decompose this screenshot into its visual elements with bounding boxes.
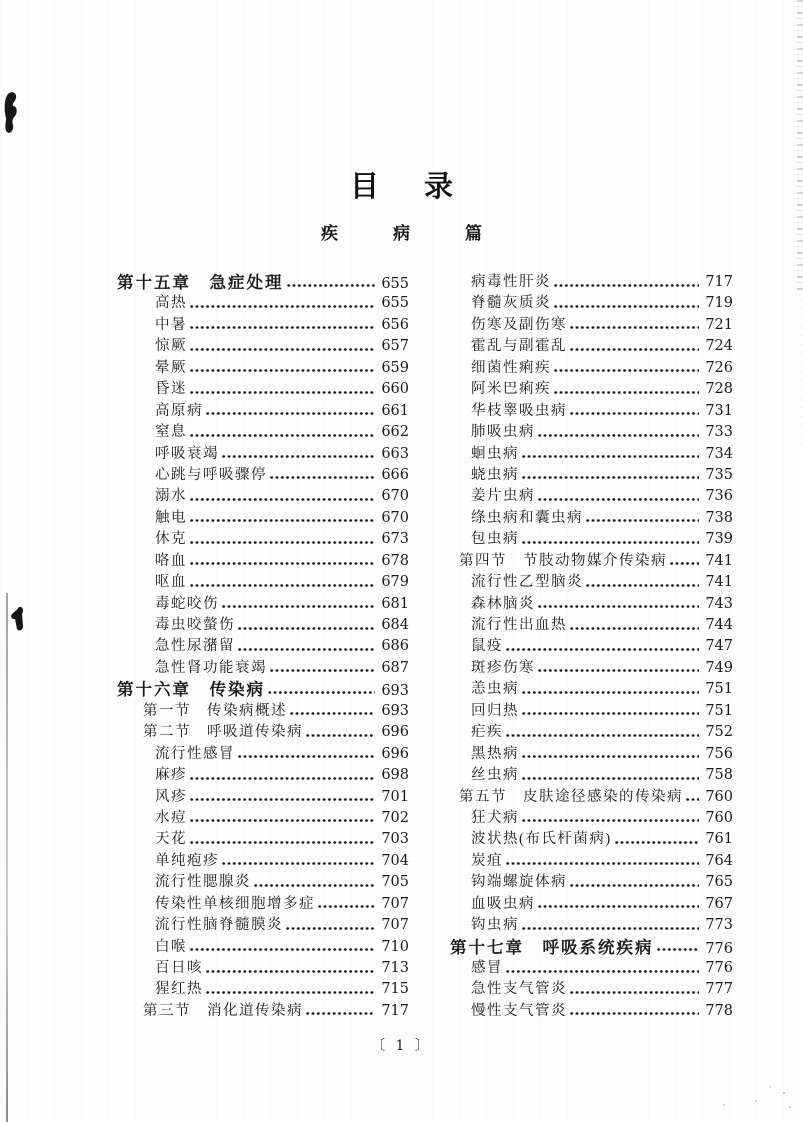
dot-leader	[237, 615, 376, 636]
toc-entry-title: 钩虫病	[471, 917, 519, 934]
toc-entry-chapter	[117, 272, 409, 293]
toc-entry-title: 心跳与呼吸骤停	[155, 466, 267, 483]
toc-entry-item	[117, 765, 409, 786]
toc-entry-item	[450, 336, 733, 357]
toc-entry-item	[450, 979, 733, 1000]
toc-entry-item	[450, 358, 733, 379]
toc-entry-page-number: 661	[381, 402, 409, 419]
toc-entry-title: 包虫病	[471, 531, 519, 548]
toc-columns	[117, 272, 733, 1022]
toc-entry-title: 病毒性肝炎	[471, 274, 551, 290]
toc-entry-item	[450, 401, 733, 422]
toc-entry-title: 脊髓灰质炎	[471, 295, 551, 312]
toc-entry-title: 第十五章 急症处理	[117, 273, 284, 292]
toc-entry-title: 绦虫病和囊虫病	[471, 509, 583, 526]
toc-entry-page-number: 686	[381, 638, 409, 655]
toc-entry-title: 第一节 传染病概述	[143, 702, 287, 719]
toc-entry-title: 急性肾功能衰竭	[155, 659, 267, 676]
toc-entry-page-number: 724	[705, 338, 733, 355]
toc-entry-title: 流行性脑脊髓膜炎	[155, 917, 283, 934]
toc-column-right	[450, 272, 733, 1022]
toc-entry-title: 霍乱与副霍乱	[471, 338, 567, 355]
toc-entry-item	[117, 658, 409, 679]
toc-entry-title: 猩红热	[155, 981, 203, 998]
toc-entry-page-number: 776	[705, 940, 733, 957]
toc-entry-page-number: 738	[705, 509, 733, 526]
toc-entry-page-number: 660	[381, 381, 409, 398]
toc-entry-item	[450, 422, 733, 443]
dot-leader	[521, 915, 700, 936]
toc-entry-item	[117, 594, 409, 615]
toc-entry-page-number: 735	[705, 466, 733, 483]
scan-speckles	[783, 1092, 785, 1094]
dot-leader	[521, 529, 700, 550]
toc-entry-page-number: 758	[705, 767, 733, 784]
toc-entry-title: 流行性感冒	[155, 745, 235, 762]
page-title: 目 录	[349, 171, 461, 203]
toc-entry-title: 传染性单核细胞增多症	[155, 895, 315, 912]
toc-entry-item	[117, 851, 409, 872]
toc-entry-item	[450, 829, 733, 850]
toc-entry-item	[117, 915, 409, 936]
toc-entry-item	[450, 872, 733, 893]
toc-entry-item	[450, 658, 733, 679]
toc-entry-title: 麻疹	[155, 767, 187, 784]
toc-entry-title: 感冒	[471, 960, 503, 976]
toc-entry-title: 昏迷	[155, 381, 187, 398]
toc-entry-title: 流行性乙型脑炎	[471, 574, 583, 591]
toc-entry-page-number: 717	[705, 274, 733, 290]
toc-entry-page-number: 659	[381, 359, 409, 376]
scan-edge-noise	[799, 290, 802, 450]
dot-leader	[537, 894, 700, 915]
toc-entry-page-number: 734	[705, 445, 733, 462]
toc-entry-title: 急性支气管炎	[471, 981, 567, 998]
dot-leader	[286, 272, 377, 293]
dot-leader	[685, 787, 700, 808]
toc-entry-title: 炭疽	[471, 852, 503, 869]
dot-leader	[189, 422, 376, 443]
dot-leader	[656, 937, 701, 958]
part-heading: 疾 病 篇	[321, 224, 501, 243]
dot-leader	[553, 358, 700, 379]
toc-entry-title: 风疹	[155, 788, 187, 805]
toc-entry-item	[450, 636, 733, 657]
toc-entry-title: 第十七章 呼吸系统疾病	[450, 937, 654, 957]
toc-entry-page-number: 733	[705, 424, 733, 441]
toc-entry-item	[117, 508, 409, 529]
toc-entry-page-number: 678	[381, 552, 409, 569]
toc-entry-page-number: 681	[381, 595, 409, 612]
dot-leader	[553, 379, 700, 400]
dot-leader	[569, 401, 700, 422]
ink-smudge-artifact	[2, 91, 20, 137]
dot-leader	[553, 272, 700, 293]
toc-entry-item	[117, 465, 409, 486]
toc-entry-title: 慢性支气管炎	[471, 1002, 567, 1019]
toc-entry-title: 鼠疫	[471, 638, 503, 655]
toc-entry-page-number: 693	[381, 702, 409, 719]
toc-entry-section	[117, 1001, 409, 1022]
toc-entry-item	[450, 272, 733, 293]
toc-entry-chapter	[117, 679, 409, 700]
toc-entry-item	[450, 379, 733, 400]
toc-entry-title: 第四节 节肢动物媒介传染病	[459, 552, 667, 569]
toc-entry-item	[117, 744, 409, 765]
toc-entry-title: 窒息	[155, 424, 187, 441]
dot-leader	[269, 465, 376, 486]
toc-entry-page-number: 728	[705, 381, 733, 398]
toc-entry-title: 血吸虫病	[471, 895, 535, 912]
toc-entry-item	[117, 937, 409, 958]
toc-entry-title: 高原病	[155, 402, 203, 419]
toc-entry-item	[450, 444, 733, 465]
dot-leader	[189, 808, 376, 829]
toc-entry-page-number: 673	[381, 531, 409, 548]
dot-leader	[269, 658, 376, 679]
dot-leader	[569, 315, 700, 336]
dot-leader	[669, 551, 700, 572]
toc-entry-title: 呼吸衰竭	[155, 445, 219, 462]
toc-entry-page-number: 702	[381, 809, 409, 826]
dot-leader	[189, 572, 376, 593]
toc-entry-page-number: 707	[381, 895, 409, 912]
toc-entry-title: 细菌性痢疾	[471, 359, 551, 376]
toc-entry-title: 惊厥	[155, 338, 187, 355]
toc-entry-item	[450, 465, 733, 486]
toc-entry-title: 流行性出血热	[471, 617, 567, 633]
toc-entry-item	[450, 701, 733, 722]
toc-entry-title: 阿米巴痢疾	[471, 381, 551, 398]
toc-entry-title: 第十六章 传染病	[117, 680, 265, 700]
dot-leader	[505, 636, 700, 657]
toc-entry-title: 蛔虫病	[471, 445, 519, 462]
toc-entry-section	[450, 551, 733, 572]
dot-leader	[569, 872, 700, 893]
toc-entry-item	[117, 401, 409, 422]
dot-leader	[521, 765, 700, 786]
toc-entry-page-number: 705	[381, 874, 409, 891]
toc-entry-page-number: 701	[381, 788, 409, 805]
toc-entry-title: 高热	[155, 295, 187, 312]
toc-entry-title: 中暑	[155, 316, 187, 333]
scan-edge-noise	[797, 0, 803, 290]
toc-entry-item	[450, 508, 733, 529]
toc-entry-title: 急性尿潴留	[155, 638, 235, 655]
toc-entry-title: 流行性腮腺炎	[155, 874, 251, 891]
toc-entry-page-number: 687	[381, 659, 409, 676]
toc-entry-page-number: 707	[381, 917, 409, 934]
toc-entry-page-number: 773	[705, 917, 733, 934]
toc-entry-page-number: 776	[705, 960, 733, 976]
dot-leader	[289, 701, 376, 722]
toc-entry-page-number: 655	[381, 276, 409, 292]
toc-entry-item	[450, 915, 733, 936]
toc-entry-page-number: 743	[705, 595, 733, 612]
dot-leader	[189, 937, 376, 958]
toc-entry-title: 伤寒及副伤寒	[471, 316, 567, 333]
toc-entry-title: 第三节 消化道传染病	[143, 1002, 303, 1019]
toc-entry-page-number: 756	[705, 745, 733, 762]
toc-entry-item	[450, 529, 733, 550]
toc-entry-title: 姜片虫病	[471, 488, 535, 505]
toc-entry-page-number: 736	[705, 488, 733, 505]
toc-entry-item	[450, 894, 733, 915]
dot-leader	[521, 444, 700, 465]
toc-entry-page-number: 663	[381, 445, 409, 462]
toc-entry-page-number: 751	[705, 681, 733, 698]
toc-entry-title: 单纯疱疹	[155, 852, 219, 869]
toc-entry-item	[117, 379, 409, 400]
dot-leader	[189, 336, 376, 357]
toc-entry-page-number: 710	[381, 938, 409, 955]
toc-entry-page-number: 751	[705, 702, 733, 719]
dot-leader	[317, 894, 376, 915]
toc-entry-title: 华枝睾吸虫病	[471, 402, 567, 419]
toc-entry-item	[450, 722, 733, 743]
dot-leader	[285, 915, 376, 936]
dot-leader	[537, 422, 700, 443]
toc-entry-page-number: 760	[705, 809, 733, 826]
toc-entry-page-number: 655	[381, 295, 409, 312]
toc-entry-title: 第二节 呼吸道传染病	[143, 724, 303, 741]
dot-leader	[237, 744, 376, 765]
toc-entry-title: 斑疹伤寒	[471, 659, 535, 676]
dot-leader	[189, 315, 376, 336]
toc-entry-item	[117, 572, 409, 593]
toc-entry-page-number: 713	[381, 960, 409, 976]
toc-entry-page-number: 679	[381, 574, 409, 591]
toc-entry-item	[117, 551, 409, 572]
dot-leader	[537, 658, 700, 679]
toc-entry-page-number: 704	[381, 852, 409, 869]
toc-entry-page-number: 662	[381, 424, 409, 441]
dot-leader	[505, 722, 700, 743]
toc-entry-page-number: 715	[381, 981, 409, 998]
toc-entry-page-number: 747	[705, 638, 733, 655]
toc-entry-item	[117, 444, 409, 465]
dot-leader	[569, 979, 700, 1000]
toc-entry-title: 丝虫病	[471, 767, 519, 784]
dot-leader	[521, 465, 700, 486]
toc-entry-title: 肺吸虫病	[471, 424, 535, 441]
page-number-footer: 〔 1 〕	[371, 1038, 432, 1054]
toc-entry-page-number: 726	[705, 359, 733, 376]
toc-entry-item	[117, 958, 409, 979]
dot-leader	[189, 765, 376, 786]
dot-leader	[189, 829, 376, 850]
toc-entry-item	[450, 1001, 733, 1022]
toc-entry-item	[450, 851, 733, 872]
dot-leader	[221, 444, 376, 465]
toc-entry-page-number: 666	[381, 466, 409, 483]
toc-entry-title: 水痘	[155, 809, 187, 826]
toc-entry-item	[450, 486, 733, 507]
toc-entry-item	[117, 486, 409, 507]
toc-entry-title: 森林脑炎	[471, 595, 535, 612]
toc-entry-page-number: 778	[705, 1002, 733, 1019]
toc-entry-page-number: 670	[381, 488, 409, 505]
toc-entry-item	[117, 808, 409, 829]
toc-entry-page-number: 777	[705, 981, 733, 998]
dot-leader	[189, 486, 376, 507]
toc-entry-page-number: 741	[705, 574, 733, 591]
toc-entry-item	[117, 358, 409, 379]
dot-leader	[505, 958, 700, 979]
toc-entry-page-number: 696	[381, 724, 409, 741]
toc-entry-page-number: 741	[705, 552, 733, 569]
toc-entry-item	[450, 808, 733, 829]
toc-entry-section	[450, 787, 733, 808]
toc-entry-section	[117, 701, 409, 722]
toc-entry-page-number: 767	[705, 895, 733, 912]
dot-leader	[521, 701, 700, 722]
dot-leader	[205, 958, 376, 979]
toc-entry-page-number: 731	[705, 402, 733, 419]
toc-entry-title: 休克	[155, 531, 187, 548]
toc-entry-page-number: 760	[705, 788, 733, 805]
toc-entry-title: 触电	[155, 509, 187, 526]
toc-entry-item	[117, 787, 409, 808]
toc-entry-item	[117, 422, 409, 443]
dot-leader	[253, 872, 376, 893]
toc-entry-title: 波状热(布氏杆菌病)	[471, 831, 612, 848]
toc-entry-title: 回归热	[471, 702, 519, 719]
dot-leader	[237, 636, 376, 657]
toc-entry-title: 狂犬病	[471, 809, 519, 826]
toc-entry-page-number: 765	[705, 874, 733, 891]
toc-entry-page-number: 744	[705, 617, 733, 633]
dot-leader	[569, 1001, 700, 1022]
toc-entry-page-number: 719	[705, 295, 733, 312]
toc-entry-item	[117, 529, 409, 550]
toc-entry-title: 白喉	[155, 938, 187, 955]
toc-entry-title: 百日咳	[155, 960, 203, 976]
dot-leader	[189, 379, 376, 400]
dot-leader	[585, 572, 700, 593]
toc-entry-item	[450, 765, 733, 786]
toc-entry-page-number: 739	[705, 531, 733, 548]
dot-leader	[305, 722, 376, 743]
toc-entry-item	[450, 744, 733, 765]
toc-entry-page-number: 656	[381, 316, 409, 333]
toc-entry-title: 疟疾	[471, 724, 503, 741]
toc-entry-page-number: 752	[705, 724, 733, 741]
toc-entry-title: 呕血	[155, 574, 187, 591]
toc-entry-item	[450, 594, 733, 615]
dot-leader	[267, 679, 376, 700]
toc-entry-title: 咯血	[155, 552, 187, 569]
toc-entry-item	[117, 829, 409, 850]
dot-leader	[537, 486, 700, 507]
toc-entry-title: 晕厥	[155, 359, 187, 376]
toc-entry-item	[117, 894, 409, 915]
toc-entry-page-number: 717	[381, 1002, 409, 1019]
dot-leader	[189, 358, 376, 379]
toc-entry-page-number: 684	[381, 617, 409, 633]
toc-entry-section	[117, 722, 409, 743]
dot-leader	[569, 615, 700, 636]
toc-entry-item	[450, 315, 733, 336]
toc-entry-page-number: 657	[381, 338, 409, 355]
toc-entry-title: 第五节 皮肤途径感染的传染病	[459, 788, 683, 805]
toc-entry-item	[450, 679, 733, 700]
toc-entry-title: 天花	[155, 831, 187, 848]
toc-entry-page-number: 721	[705, 316, 733, 333]
toc-entry-title: 蛲虫病	[471, 466, 519, 483]
dot-leader	[521, 744, 700, 765]
dot-leader	[537, 594, 700, 615]
toc-entry-item	[450, 293, 733, 314]
dot-leader	[505, 851, 700, 872]
dot-leader	[521, 679, 700, 700]
toc-entry-item	[117, 336, 409, 357]
toc-column-left	[117, 272, 409, 1022]
toc-entry-title: 恙虫病	[471, 681, 519, 698]
toc-entry-title: 黑热病	[471, 745, 519, 762]
toc-entry-item	[117, 315, 409, 336]
toc-entry-title: 溺水	[155, 488, 187, 505]
toc-entry-page-number: 703	[381, 831, 409, 848]
toc-entry-page-number: 749	[705, 659, 733, 676]
toc-entry-page-number: 696	[381, 745, 409, 762]
dot-leader	[189, 529, 376, 550]
toc-entry-item	[117, 615, 409, 636]
toc-entry-item	[117, 979, 409, 1000]
dot-leader	[221, 851, 376, 872]
toc-entry-item	[450, 958, 733, 979]
toc-entry-item	[117, 293, 409, 314]
dot-leader	[553, 293, 700, 314]
dot-leader	[205, 401, 376, 422]
dot-leader	[205, 979, 376, 1000]
dot-leader	[221, 594, 376, 615]
toc-entry-page-number: 761	[705, 831, 733, 848]
dot-leader	[614, 829, 700, 850]
toc-entry-chapter	[450, 937, 733, 958]
toc-entry-item	[450, 615, 733, 636]
toc-entry-item	[117, 636, 409, 657]
dot-leader	[569, 336, 700, 357]
toc-entry-page-number: 670	[381, 509, 409, 526]
dot-leader	[189, 551, 376, 572]
toc-entry-title: 毒虫咬螫伤	[155, 617, 235, 633]
toc-entry-item	[117, 872, 409, 893]
toc-entry-page-number: 693	[381, 683, 409, 700]
toc-entry-page-number: 698	[381, 767, 409, 784]
toc-entry-item	[450, 572, 733, 593]
ink-smudge-artifact	[10, 606, 25, 632]
dot-leader	[521, 808, 700, 829]
toc-entry-title: 毒蛇咬伤	[155, 595, 219, 612]
dot-leader	[585, 508, 700, 529]
dot-leader	[189, 293, 376, 314]
toc-entry-page-number: 764	[705, 852, 733, 869]
dot-leader	[189, 508, 376, 529]
toc-entry-title: 钩端螺旋体病	[471, 874, 567, 891]
dot-leader	[305, 1001, 376, 1022]
dot-leader	[189, 787, 376, 808]
